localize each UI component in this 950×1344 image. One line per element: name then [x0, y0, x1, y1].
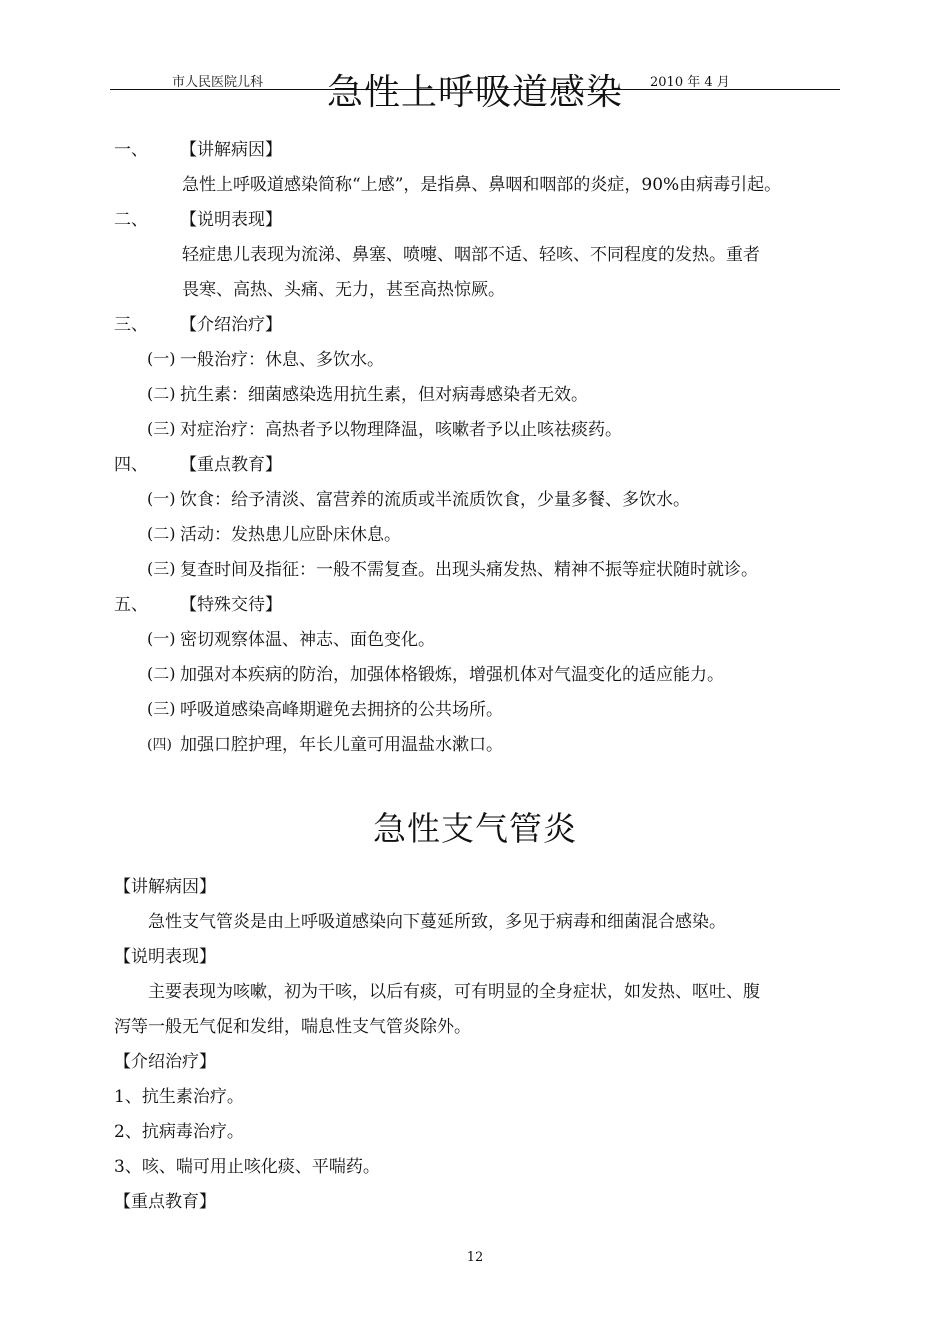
doc2-title: 急性支气管炎 [373, 809, 577, 848]
sec5-item2-mark: (二) [147, 664, 176, 683]
page-number: 12 [466, 1250, 484, 1265]
sec5-heading: 【特殊交待】 [180, 595, 282, 615]
doc2-heading-treatment: 【介绍治疗】 [114, 1052, 216, 1072]
sec3-item2-mark: (二) [147, 384, 176, 403]
sec1-text: 急性上呼吸道感染简称“上感”，是指鼻、鼻咽和咽部的炎症，90%由病毒引起。 [182, 175, 782, 195]
sec3-heading: 【介绍治疗】 [180, 315, 282, 335]
sec5-item1-text: 密切观察体温、神志、面色变化。 [180, 630, 435, 650]
sec5-item2-text: 加强对本疾病的防治，加强体格锻炼，增强机体对气温变化的适应能力。 [180, 665, 724, 685]
sec3-item3-mark: (三) [147, 419, 176, 438]
sec5-item3-mark: (三) [147, 699, 176, 718]
sec3-item3-text: 对症治疗：高热者予以物理降温，咳嗽者予以止咳祛痰药。 [180, 420, 622, 440]
sec5-item1-mark: (一) [147, 629, 176, 648]
doc1-title: 急性上呼吸道感染 [326, 72, 623, 113]
sec4-item1-text: 饮食：给予清淡、富营养的流质或半流质饮食，少量多餐、多饮水。 [180, 490, 690, 510]
sec3-num: 三、 [114, 315, 148, 335]
sec5-item3-text: 呼吸道感染高峰期避免去拥挤的公共场所。 [180, 700, 503, 720]
doc2-treatment-item1: 1、抗生素治疗。 [114, 1087, 244, 1107]
sec1-num: 一、 [114, 140, 148, 160]
sec5-item4-mark: (四) [147, 737, 172, 753]
sec4-heading: 【重点教育】 [180, 455, 282, 475]
sec4-item1-mark: (一) [147, 489, 176, 508]
sec2-text-line2: 畏寒、高热、头痛、无力，甚至高热惊厥。 [182, 280, 505, 300]
sec3-item2-text: 抗生素：细菌感染选用抗生素，但对病毒感染者无效。 [180, 385, 588, 405]
sec5-num: 五、 [114, 595, 148, 615]
sec2-num: 二、 [114, 210, 148, 230]
header-department: 市人民医院儿科 [172, 75, 264, 90]
sec2-heading: 【说明表现】 [180, 210, 282, 230]
sec4-num: 四、 [114, 455, 148, 475]
doc2-heading-cause: 【讲解病因】 [114, 877, 216, 897]
sec3-item1-mark: (一) [147, 349, 176, 368]
doc2-treatment-item2: 2、抗病毒治疗。 [114, 1122, 244, 1142]
sec1-heading: 【讲解病因】 [180, 140, 282, 160]
sec4-item2-mark: (二) [147, 524, 176, 543]
doc2-heading-education: 【重点教育】 [114, 1192, 216, 1212]
doc2-cause-text: 急性支气管炎是由上呼吸道感染向下蔓延所致，多见于病毒和细菌混合感染。 [148, 912, 726, 932]
doc2-treatment-item3: 3、咳、喘可用止咳化痰、平喘药。 [114, 1157, 380, 1177]
header-date: 2010 年 4 月 [650, 75, 730, 90]
sec3-item1-text: 一般治疗：休息、多饮水。 [180, 350, 384, 370]
sec4-item3-mark: (三) [147, 559, 176, 578]
doc2-heading-symptoms: 【说明表现】 [114, 947, 216, 967]
sec2-text-line1: 轻症患儿表现为流涕、鼻塞、喷嚏、咽部不适、轻咳、不同程度的发热。重者 [182, 245, 760, 265]
doc2-symptoms-line1: 主要表现为咳嗽，初为干咳，以后有痰，可有明显的全身症状，如发热、呕吐、腹 [148, 982, 760, 1002]
sec4-item2-text: 活动：发热患儿应卧床休息。 [180, 525, 401, 545]
sec5-item4-text: 加强口腔护理，年长儿童可用温盐水漱口。 [180, 735, 503, 755]
doc2-symptoms-line2: 泻等一般无气促和发绀，喘息性支气管炎除外。 [114, 1017, 471, 1037]
sec4-item3-text: 复查时间及指征：一般不需复查。出现头痛发热、精神不振等症状随时就诊。 [180, 560, 758, 580]
